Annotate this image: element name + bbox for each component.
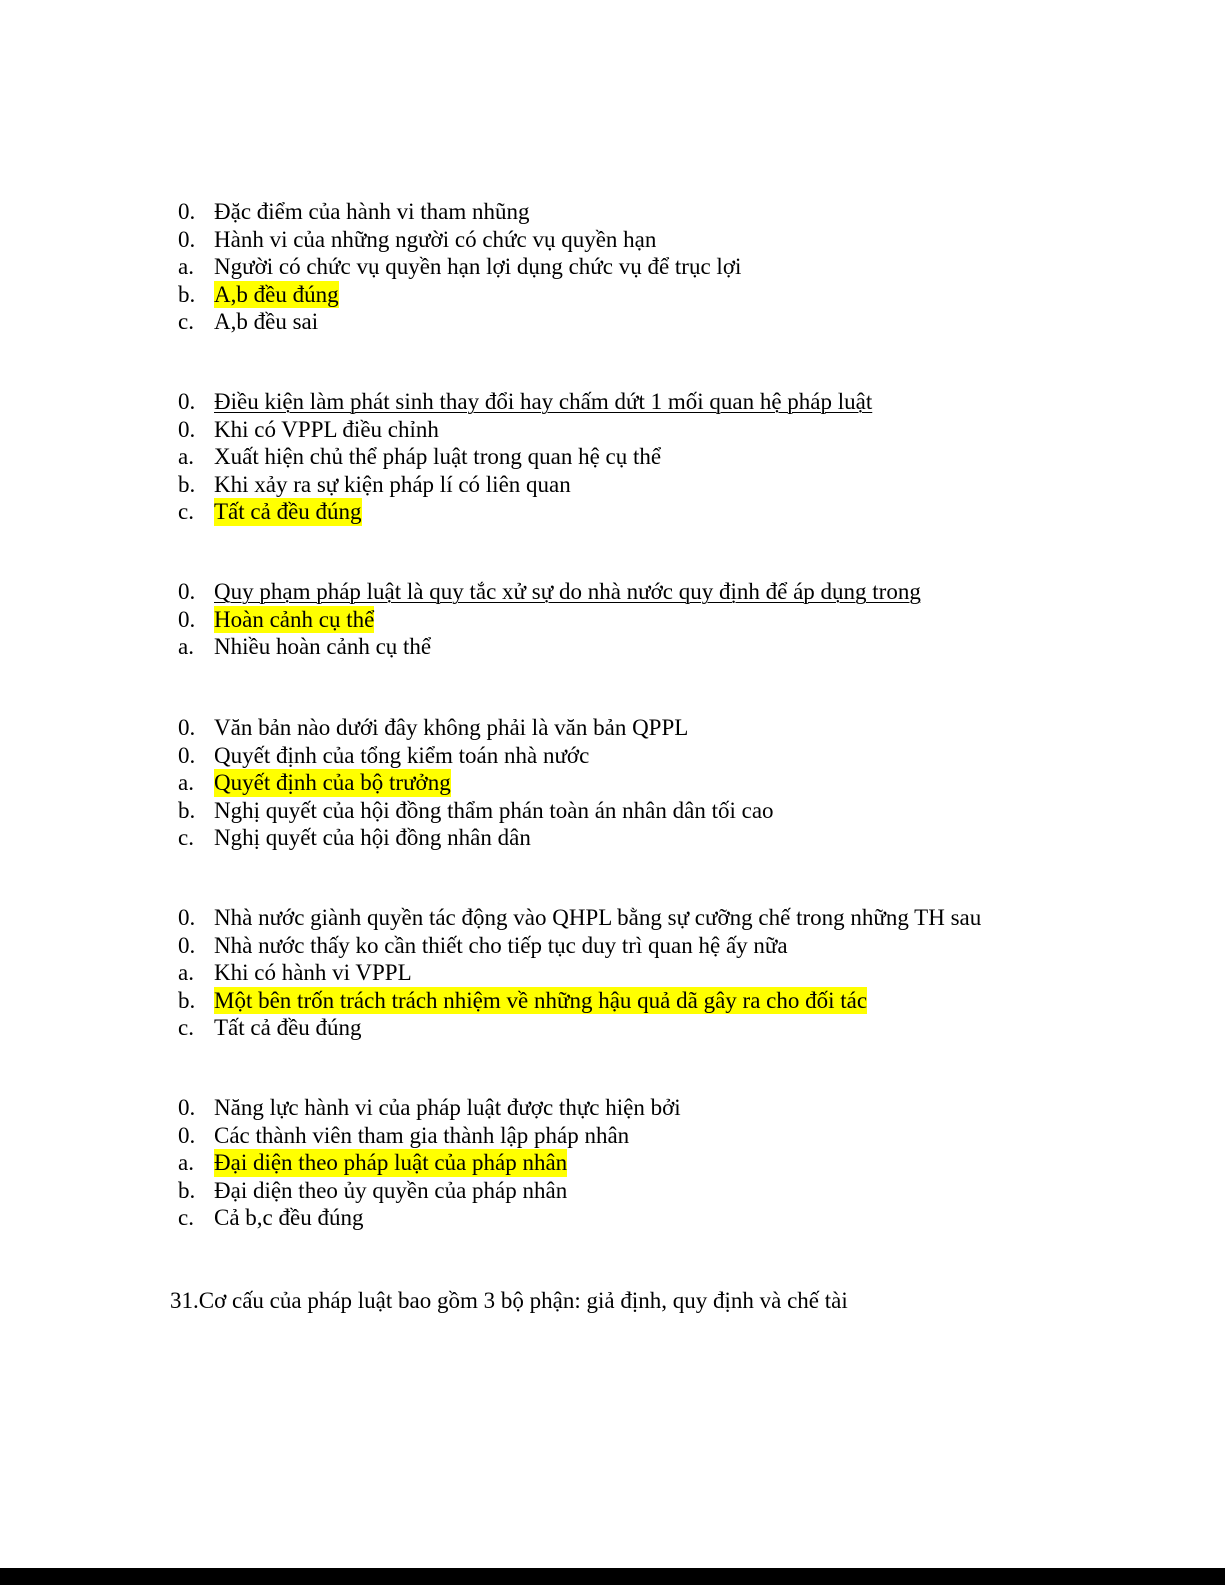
- list-marker: a.: [178, 254, 194, 279]
- highlighted-answer: A,b đều đúng: [214, 281, 339, 307]
- list-marker: 0.: [178, 715, 196, 740]
- list-marker: c.: [178, 499, 194, 524]
- list-marker: b.: [178, 797, 196, 823]
- list-marker: 0.: [178, 199, 196, 224]
- list-marker: 0.: [178, 416, 196, 442]
- list-marker: 0.: [178, 742, 196, 768]
- option-text: Nghị quyết của hội đồng thẩm phán toàn án nhân dân tối cao: [214, 797, 774, 823]
- list-marker: b.: [178, 471, 196, 497]
- option-text: Nghị quyết của hội đồng nhân dân: [214, 825, 531, 850]
- list-marker: a.: [178, 770, 194, 795]
- option-text: Khi xảy ra sự kiện pháp lí có liên quan: [214, 471, 571, 497]
- list-marker: b.: [178, 1177, 196, 1203]
- question-text: Văn bản nào dưới đây không phải là văn bản QPPL: [214, 715, 689, 740]
- option-text: Tất cả đều đúng: [214, 1015, 362, 1040]
- option-text: Nhiều hoàn cảnh cụ thể: [214, 634, 432, 659]
- question-text: Đặc điểm của hành vi tham nhũng: [214, 199, 530, 224]
- list-marker: 0.: [178, 1095, 196, 1120]
- list-marker: 0.: [178, 226, 196, 252]
- option-text: Người có chức vụ quyền hạn lợi dụng chức vụ để trục lợi: [214, 254, 742, 279]
- option-text: Cả b,c đều đúng: [214, 1205, 364, 1230]
- list-marker: b.: [178, 987, 196, 1013]
- highlighted-answer: Hoàn cảnh cụ thể: [214, 606, 375, 632]
- option-text: Hành vi của những người có chức vụ quyền hạn: [214, 226, 657, 252]
- highlighted-answer: Một bên trốn trách trách nhiệm về những hậu quả dã gây ra cho đối tác: [214, 987, 868, 1013]
- list-marker: c.: [178, 825, 194, 850]
- list-marker: c.: [178, 309, 194, 334]
- question-text: Năng lực hành vi của pháp luật được thực hiện bởi: [214, 1095, 681, 1120]
- option-text: Đại diện theo ủy quyền của pháp nhân: [214, 1177, 568, 1203]
- list-marker: 0.: [178, 1122, 196, 1148]
- page-bottom-edge: [0, 1568, 1225, 1585]
- list-marker: 0.: [178, 606, 196, 632]
- option-text: Khi có VPPL điều chỉnh: [214, 416, 439, 442]
- list-marker: b.: [178, 281, 196, 307]
- list-marker: c.: [178, 1015, 194, 1040]
- option-text: Xuất hiện chủ thể pháp luật trong quan hệ cụ thể: [214, 444, 662, 469]
- option-text: Nhà nước thấy ko cần thiết cho tiếp tục duy trì quan hệ ấy nữa: [214, 932, 788, 958]
- list-marker: c.: [178, 1205, 194, 1230]
- question-text: Điều kiện làm phát sinh thay đổi hay chấm dứt 1 mối quan hệ pháp luật: [214, 389, 873, 414]
- option-text: A,b đều sai: [214, 309, 319, 334]
- question-text: Nhà nước giành quyền tác động vào QHPL bằng sự cưỡng chế trong những TH sau: [214, 905, 982, 930]
- list-marker: a.: [178, 960, 194, 985]
- question-text: Quy phạm pháp luật là quy tắc xử sự do nhà nước quy định để áp dụng trong: [214, 579, 921, 604]
- highlighted-answer: Quyết định của bộ trưởng: [214, 770, 451, 795]
- list-marker: 0.: [178, 389, 196, 414]
- list-marker: 0.: [178, 932, 196, 958]
- list-marker: a.: [178, 444, 194, 469]
- highlighted-answer: Đại diện theo pháp luật của pháp nhân: [214, 1150, 568, 1175]
- option-text: Các thành viên tham gia thành lập pháp nhân: [214, 1122, 630, 1148]
- list-marker: a.: [178, 1150, 194, 1175]
- list-marker: 0.: [178, 579, 196, 604]
- option-text: Quyết định của tổng kiểm toán nhà nước: [214, 742, 590, 768]
- list-marker: a.: [178, 634, 194, 659]
- list-marker: 0.: [178, 905, 196, 930]
- highlighted-answer: Tất cả đều đúng: [214, 499, 362, 524]
- final-statement: 31.Cơ cấu của pháp luật bao gồm 3 bộ phận: giả định, quy định và chế tài: [170, 1288, 848, 1313]
- option-text: Khi có hành vi VPPL: [214, 960, 412, 985]
